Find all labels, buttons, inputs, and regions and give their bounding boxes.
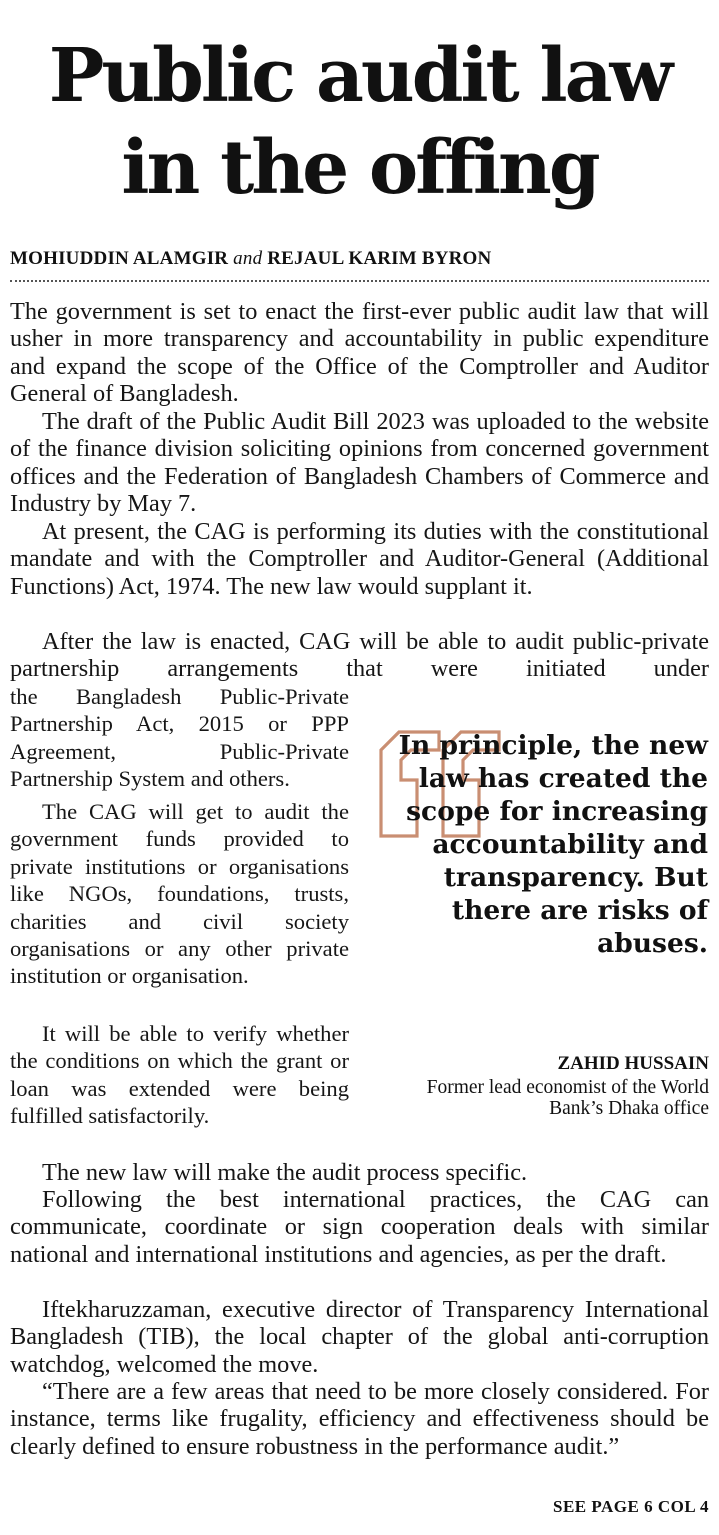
paragraph-8: Following the best international practices, the CAG can communicate, coordinate or sign cooperation deals with similar national and international institutions and agencies, as per the draft. bbox=[10, 1186, 709, 1268]
paragraph-1: The government is set to enact the first-ever public audit law that will usher in more transparency and accountability in public expenditure and expand the scope of the Office of the Comptroller and Auditor General of Bangladesh. bbox=[10, 298, 709, 408]
paragraph-2: The draft of the Public Audit Bill 2023 was uploaded to the website of the finance division soliciting opinions from concerned government offices and the Federation of Bangladesh Chambers of Commerce and Industry by May 7. bbox=[10, 408, 709, 518]
author-1: MOHIUDDIN ALAMGIR bbox=[10, 248, 229, 269]
byline bbox=[10, 248, 491, 270]
paragraph-4-lead: After the law is enacted, CAG will be able to audit public-private partnership arrangements that were initiated under bbox=[10, 628, 709, 683]
paragraph-9: Iftekharuzzaman, executive director of Transparency International Bangladesh (TIB), the local chapter of the global anti-corruption watchdog, welcomed the move. bbox=[10, 1296, 709, 1378]
author-2: REJAUL KARIM BYRON bbox=[267, 248, 492, 269]
paragraph-3: At present, the CAG is performing its duties with the constitutional mandate and with the Comptroller and Auditor-General (Additional Functions) Act, 1974. The new law would supplant it. bbox=[10, 518, 709, 600]
paragraph-10: “There are a few areas that need to be more closely considered. For instance, terms like frugality, efficiency and effectiveness should be clearly defined to ensure robustness in the performance audit.” bbox=[10, 1378, 709, 1460]
headline-line-2: in the offing bbox=[121, 125, 598, 211]
continued-on-page-line: SEE PAGE 6 COL 4 bbox=[553, 1497, 709, 1516]
paragraph-6: It will be able to verify whether the conditions on which the grant or loan was extended were being fulfilled satisfactorily. bbox=[10, 1021, 349, 1129]
pull-quote-attribution-role: Former lead economist of the World Bank’s Dhaka office bbox=[426, 1077, 709, 1119]
pull-quote-attribution-name: ZAHID HUSSAIN bbox=[557, 1053, 709, 1074]
paragraph-4-continued: the Bangladesh Public-Private Partnership Act, 2015 or PPP Agreement, Public-Private Partnership System and others. bbox=[10, 684, 349, 792]
paragraph-5: The CAG will get to audit the government funds provided to private institutions or organisations like NGOs, foundations, trusts, charities and civil society organisations or any other private institution or organisation. bbox=[10, 799, 349, 989]
byline-conjunction: and bbox=[233, 248, 263, 269]
pull-quote-text: In principle, the new law has created the scope for increasing accountability and transparency. But there are risks of abuses. bbox=[398, 730, 708, 959]
paragraph-7: The new law will make the audit process specific. bbox=[42, 1159, 528, 1186]
headline-line-1: Public audit law bbox=[48, 33, 671, 119]
byline-divider bbox=[10, 280, 709, 282]
